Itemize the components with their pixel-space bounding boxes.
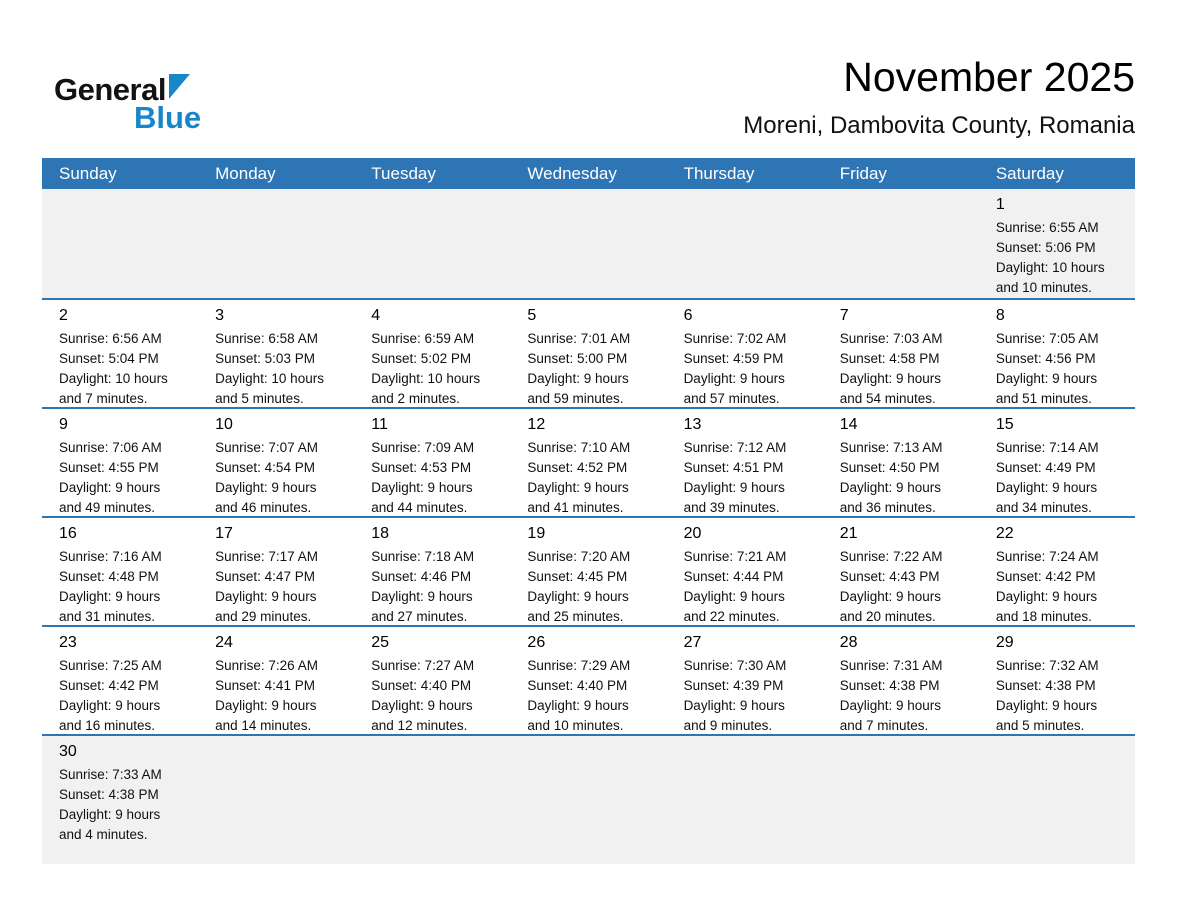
daylight-hours-text: Daylight: 9 hours (995, 589, 1098, 605)
week-row (42, 189, 1135, 298)
sunrise-text: Sunrise: 6:56 AM (59, 331, 162, 347)
day-cell (198, 300, 354, 407)
empty-day-cell (667, 736, 823, 864)
daylight-minutes-text: and 29 minutes. (215, 609, 312, 625)
weekday-sunday: Sunday (59, 163, 117, 183)
daylight-minutes-text: and 22 minutes. (683, 609, 780, 625)
day-number: 25 (371, 634, 390, 651)
day-number: 14 (839, 416, 858, 433)
daylight-minutes-text: and 5 minutes. (995, 718, 1085, 734)
day-number: 28 (839, 634, 858, 651)
daylight-hours-text: Daylight: 10 hours (59, 371, 168, 387)
weekday-header-row (42, 158, 1135, 189)
weekday-thursday: Thursday (683, 163, 755, 183)
day-cell (354, 300, 510, 407)
daylight-hours-text: Daylight: 9 hours (683, 371, 785, 387)
sunset-text: Sunset: 4:55 PM (59, 460, 159, 476)
day-cell (42, 409, 198, 516)
daylight-minutes-text: and 5 minutes. (215, 391, 304, 407)
sunset-text: Sunset: 4:39 PM (683, 678, 784, 694)
daylight-minutes-text: and 31 minutes. (59, 609, 156, 625)
empty-day-cell (198, 189, 354, 298)
sunrise-text: Sunrise: 7:16 AM (59, 549, 162, 565)
day-number: 18 (371, 525, 390, 542)
day-number: 21 (839, 525, 858, 542)
sunrise-text: Sunrise: 7:26 AM (215, 658, 318, 674)
day-cell (823, 300, 979, 407)
sunset-text: Sunset: 4:52 PM (527, 460, 628, 476)
sunrise-text: Sunrise: 7:31 AM (839, 658, 943, 674)
daylight-hours-text: Daylight: 9 hours (839, 589, 942, 605)
sunrise-text: Sunrise: 7:14 AM (995, 440, 1099, 456)
day-number: 22 (995, 525, 1014, 542)
daylight-hours-text: Daylight: 9 hours (371, 480, 473, 496)
daylight-hours-text: Daylight: 9 hours (839, 698, 942, 714)
day-number: 26 (527, 634, 546, 651)
day-number: 5 (527, 307, 537, 324)
sunrise-text: Sunrise: 7:24 AM (995, 549, 1099, 565)
daylight-hours-text: Daylight: 9 hours (527, 480, 629, 496)
weekday-wednesday: Wednesday (527, 163, 617, 183)
daylight-minutes-text: and 34 minutes. (995, 500, 1092, 516)
week-row (42, 407, 1135, 516)
daylight-minutes-text: and 39 minutes. (683, 500, 780, 516)
daylight-hours-text: Daylight: 10 hours (371, 371, 481, 387)
sunrise-text: Sunrise: 7:32 AM (995, 658, 1099, 674)
day-number: 16 (59, 525, 77, 542)
empty-day-cell (823, 189, 979, 298)
day-number: 30 (59, 743, 77, 760)
title-block (743, 56, 1135, 139)
sunset-text: Sunset: 5:00 PM (527, 351, 628, 367)
sunset-text: Sunset: 5:03 PM (215, 351, 315, 367)
day-number: 13 (683, 416, 702, 433)
daylight-hours-text: Daylight: 9 hours (527, 698, 629, 714)
sunset-text: Sunset: 4:43 PM (839, 569, 940, 585)
day-number: 9 (59, 416, 68, 433)
daylight-minutes-text: and 12 minutes. (371, 718, 468, 734)
empty-day-cell (198, 736, 354, 864)
sunset-text: Sunset: 4:41 PM (215, 678, 315, 694)
location-subtitle: Moreni, Dambovita County, Romania (743, 112, 1135, 140)
daylight-hours-text: Daylight: 9 hours (215, 480, 317, 496)
sunrise-text: Sunrise: 7:21 AM (683, 549, 787, 565)
day-cell (823, 518, 979, 625)
day-cell (42, 518, 198, 625)
empty-day-cell (510, 736, 666, 864)
sunrise-text: Sunrise: 7:12 AM (683, 440, 787, 456)
daylight-hours-text: Daylight: 9 hours (995, 371, 1098, 387)
empty-day-cell (667, 189, 823, 298)
day-cell (354, 518, 510, 625)
sunrise-text: Sunrise: 7:13 AM (839, 440, 943, 456)
sunrise-text: Sunrise: 7:02 AM (683, 331, 787, 347)
sunrise-text: Sunrise: 7:22 AM (839, 549, 943, 565)
sunrise-text: Sunrise: 7:05 AM (995, 331, 1099, 347)
sunrise-text: Sunrise: 7:27 AM (371, 658, 475, 674)
daylight-hours-text: Daylight: 9 hours (215, 589, 317, 605)
day-cell (42, 736, 198, 864)
daylight-hours-text: Daylight: 9 hours (839, 480, 942, 496)
daylight-hours-text: Daylight: 9 hours (839, 371, 942, 387)
sunset-text: Sunset: 4:44 PM (683, 569, 784, 585)
daylight-hours-text: Daylight: 9 hours (371, 698, 473, 714)
day-cell (979, 518, 1135, 625)
weekday-friday: Friday (839, 163, 887, 183)
empty-day-cell (42, 189, 198, 298)
sunset-text: Sunset: 4:53 PM (371, 460, 472, 476)
logo-triangle-icon (169, 74, 190, 99)
weekday-tuesday: Tuesday (371, 163, 436, 183)
week-row (42, 298, 1135, 407)
day-number: 27 (683, 634, 702, 651)
day-number: 15 (995, 416, 1014, 433)
sunset-text: Sunset: 4:45 PM (527, 569, 628, 585)
sunset-text: Sunset: 4:56 PM (995, 351, 1096, 367)
sunset-text: Sunset: 4:47 PM (215, 569, 315, 585)
sunset-text: Sunset: 4:40 PM (371, 678, 472, 694)
day-cell (979, 409, 1135, 516)
day-number: 20 (683, 525, 702, 542)
day-cell (510, 409, 666, 516)
daylight-hours-text: Daylight: 9 hours (215, 698, 317, 714)
daylight-hours-text: Daylight: 9 hours (59, 589, 161, 605)
daylight-hours-text: Daylight: 9 hours (59, 480, 161, 496)
sunset-text: Sunset: 5:04 PM (59, 351, 159, 367)
daylight-minutes-text: and 46 minutes. (215, 500, 312, 516)
daylight-minutes-text: and 14 minutes. (215, 718, 312, 734)
sunset-text: Sunset: 4:38 PM (59, 787, 159, 803)
daylight-minutes-text: and 10 minutes. (527, 718, 624, 734)
day-cell (510, 300, 666, 407)
day-cell (667, 627, 823, 734)
day-number: 7 (839, 307, 849, 324)
daylight-minutes-text: and 27 minutes. (371, 609, 468, 625)
daylight-minutes-text: and 9 minutes. (683, 718, 773, 734)
sunrise-text: Sunrise: 7:25 AM (59, 658, 162, 674)
daylight-minutes-text: and 2 minutes. (371, 391, 460, 407)
daylight-minutes-text: and 18 minutes. (995, 609, 1092, 625)
week-row (42, 625, 1135, 734)
day-number: 19 (527, 525, 546, 542)
sunrise-text: Sunrise: 6:55 AM (995, 220, 1099, 236)
day-number: 8 (995, 307, 1005, 324)
daylight-minutes-text: and 10 minutes. (995, 280, 1092, 296)
sunset-text: Sunset: 4:42 PM (995, 569, 1096, 585)
day-cell (510, 627, 666, 734)
logo-text-general: General (54, 72, 166, 107)
daylight-minutes-text: and 51 minutes. (995, 391, 1092, 407)
day-number: 3 (215, 307, 225, 324)
daylight-hours-text: Daylight: 9 hours (59, 698, 161, 714)
daylight-minutes-text: and 25 minutes. (527, 609, 624, 625)
week-row (42, 516, 1135, 625)
daylight-hours-text: Daylight: 9 hours (683, 698, 785, 714)
weekday-monday: Monday (215, 163, 276, 183)
sunrise-text: Sunrise: 7:30 AM (683, 658, 787, 674)
sunset-text: Sunset: 4:48 PM (59, 569, 159, 585)
sunrise-text: Sunrise: 7:03 AM (839, 331, 943, 347)
daylight-minutes-text: and 44 minutes. (371, 500, 468, 516)
daylight-minutes-text: and 20 minutes. (839, 609, 936, 625)
sunrise-text: Sunrise: 7:01 AM (527, 331, 631, 347)
sunset-text: Sunset: 5:02 PM (371, 351, 472, 367)
daylight-hours-text: Daylight: 9 hours (371, 589, 473, 605)
sunset-text: Sunset: 4:42 PM (59, 678, 159, 694)
day-cell (198, 627, 354, 734)
day-number: 23 (59, 634, 77, 651)
sunset-text: Sunset: 4:51 PM (683, 460, 784, 476)
daylight-hours-text: Daylight: 9 hours (995, 698, 1098, 714)
day-cell (198, 409, 354, 516)
day-number: 11 (371, 416, 388, 433)
day-cell (979, 189, 1135, 298)
sunset-text: Sunset: 4:38 PM (995, 678, 1096, 694)
empty-day-cell (979, 736, 1135, 864)
sunset-text: Sunset: 4:46 PM (371, 569, 472, 585)
week-row (42, 734, 1135, 864)
sunrise-text: Sunrise: 7:18 AM (371, 549, 475, 565)
daylight-minutes-text: and 57 minutes. (683, 391, 780, 407)
sunrise-text: Sunrise: 7:06 AM (59, 440, 162, 456)
daylight-minutes-text: and 36 minutes. (839, 500, 936, 516)
day-number: 6 (683, 307, 693, 324)
page-header (0, 0, 1188, 158)
day-cell (198, 518, 354, 625)
daylight-hours-text: Daylight: 9 hours (527, 371, 629, 387)
weekday-saturday: Saturday (995, 163, 1064, 183)
empty-day-cell (823, 736, 979, 864)
sunset-text: Sunset: 4:40 PM (527, 678, 628, 694)
day-cell (823, 409, 979, 516)
daylight-hours-text: Daylight: 9 hours (683, 589, 785, 605)
sunset-text: Sunset: 4:38 PM (839, 678, 940, 694)
calendar-grid (42, 189, 1135, 864)
sunrise-text: Sunrise: 7:07 AM (215, 440, 318, 456)
sunrise-text: Sunrise: 7:20 AM (527, 549, 631, 565)
daylight-minutes-text: and 7 minutes. (839, 718, 929, 734)
day-number: 17 (215, 525, 233, 542)
sunrise-text: Sunrise: 7:10 AM (527, 440, 631, 456)
sunset-text: Sunset: 4:59 PM (683, 351, 784, 367)
sunrise-text: Sunrise: 7:29 AM (527, 658, 631, 674)
calendar (42, 158, 1135, 864)
day-cell (667, 518, 823, 625)
sunrise-text: Sunrise: 6:58 AM (215, 331, 318, 347)
daylight-hours-text: Daylight: 9 hours (683, 480, 785, 496)
sunrise-text: Sunrise: 7:33 AM (59, 767, 162, 783)
daylight-minutes-text: and 4 minutes. (59, 827, 148, 843)
day-cell (667, 409, 823, 516)
sunset-text: Sunset: 4:49 PM (995, 460, 1096, 476)
daylight-minutes-text: and 16 minutes. (59, 718, 156, 734)
daylight-hours-text: Daylight: 10 hours (215, 371, 324, 387)
month-title: November 2025 (843, 54, 1135, 100)
daylight-hours-text: Daylight: 9 hours (995, 480, 1098, 496)
daylight-hours-text: Daylight: 9 hours (59, 807, 161, 823)
sunrise-text: Sunrise: 6:59 AM (371, 331, 475, 347)
day-cell (979, 300, 1135, 407)
day-number: 10 (215, 416, 233, 433)
daylight-minutes-text: and 59 minutes. (527, 391, 624, 407)
daylight-minutes-text: and 49 minutes. (59, 500, 156, 516)
day-number: 4 (371, 307, 381, 324)
daylight-minutes-text: and 41 minutes. (527, 500, 624, 516)
day-cell (354, 627, 510, 734)
sunrise-text: Sunrise: 7:17 AM (215, 549, 318, 565)
day-cell (979, 627, 1135, 734)
daylight-minutes-text: and 54 minutes. (839, 391, 936, 407)
sunrise-text: Sunrise: 7:09 AM (371, 440, 475, 456)
general-blue-logo (54, 74, 201, 133)
day-cell (823, 627, 979, 734)
day-cell (42, 300, 198, 407)
empty-day-cell (510, 189, 666, 298)
daylight-minutes-text: and 7 minutes. (59, 391, 148, 407)
logo-text-blue: Blue (134, 100, 202, 135)
day-number: 2 (59, 307, 68, 324)
day-number: 1 (995, 196, 1005, 213)
day-number: 24 (215, 634, 233, 651)
day-number: 29 (995, 634, 1014, 651)
empty-day-cell (354, 189, 510, 298)
sunset-text: Sunset: 4:50 PM (839, 460, 940, 476)
day-number: 12 (527, 416, 546, 433)
daylight-hours-text: Daylight: 10 hours (995, 260, 1105, 276)
sunset-text: Sunset: 4:58 PM (839, 351, 940, 367)
day-cell (667, 300, 823, 407)
day-cell (510, 518, 666, 625)
day-cell (42, 627, 198, 734)
day-cell (354, 409, 510, 516)
empty-day-cell (354, 736, 510, 864)
sunset-text: Sunset: 5:06 PM (995, 240, 1096, 256)
sunset-text: Sunset: 4:54 PM (215, 460, 315, 476)
daylight-hours-text: Daylight: 9 hours (527, 589, 629, 605)
